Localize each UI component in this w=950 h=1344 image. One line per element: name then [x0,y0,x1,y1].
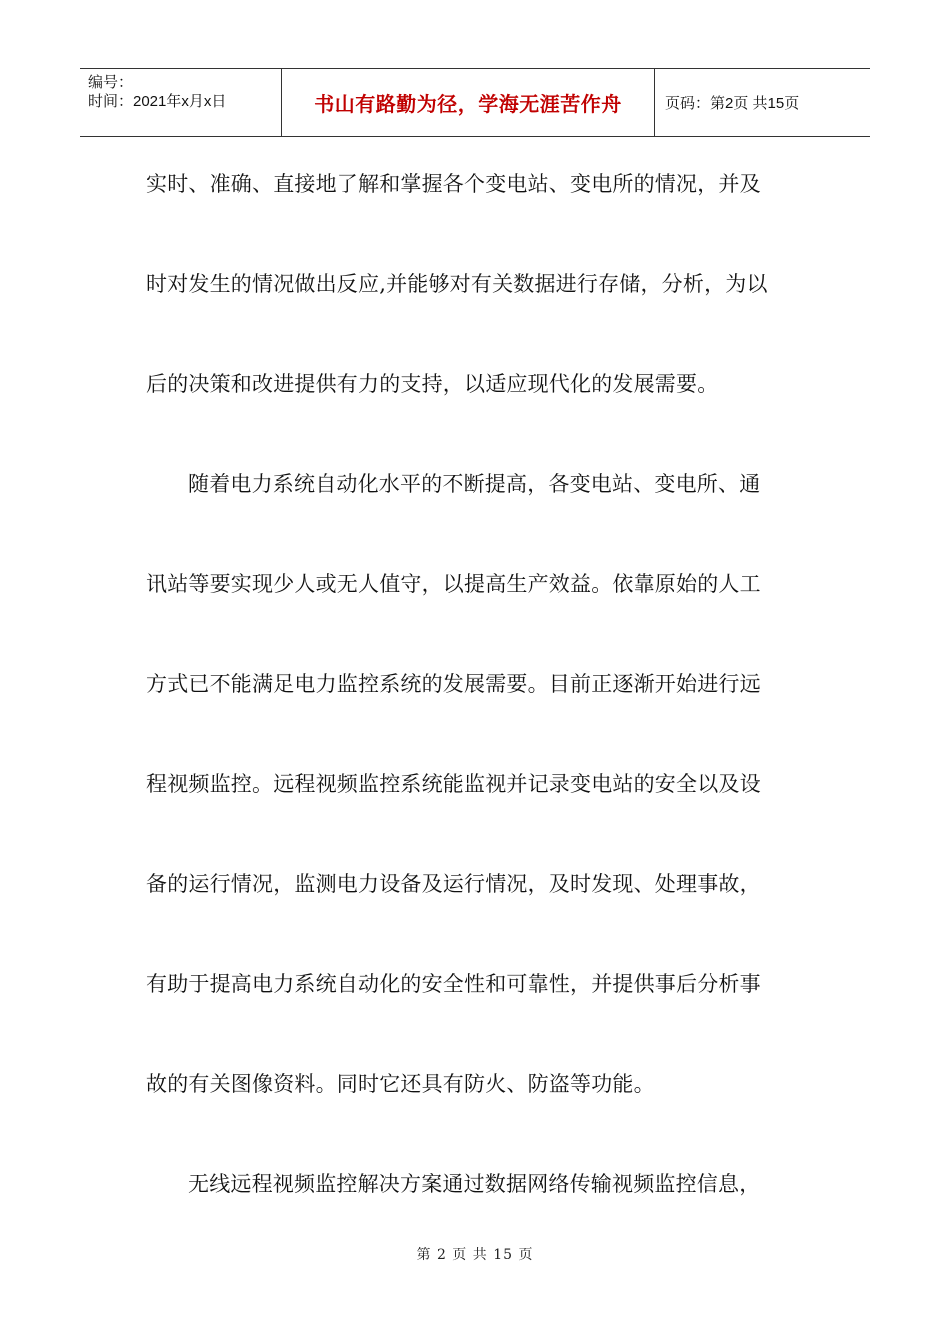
footer-page-number: 第 2 页 共 15 页 [416,1247,534,1263]
body-line: 随着电力系统自动化水平的不断提高，各变电站、变电所、通 [188,472,761,496]
body-line: 程视频监控。远程视频监控系统能监视并记录变电站的安全以及设 [146,772,761,796]
page-footer [0,1244,950,1264]
document-time-label: 时间：2021年x月x日 [88,93,227,110]
body-line: 后的决策和改进提供有力的支持，以适应现代化的发展需要。 [146,372,719,396]
document-body [146,160,806,1200]
body-line: 备的运行情况，监测电力设备及运行情况，及时发现、处理事故， [146,872,761,896]
body-line: 故的有关图像资料。同时它还具有防火、防盗等功能。 [146,1072,655,1096]
header-meta [80,69,281,136]
header-page-cell [655,69,870,136]
body-line: 方式已不能满足电力监控系统的发展需要。目前正逐渐开始进行远 [146,672,761,696]
header-page-info: 页码：第2页 共15页 [665,95,800,112]
header-motto: 书山有路勤为径，学海无涯苦作舟 [314,92,622,116]
body-line: 无线远程视频监控解决方案通过数据网络传输视频监控信息， [188,1172,761,1196]
body-line: 有助于提高电力系统自动化的安全性和可靠性，并提供事后分析事 [146,972,761,996]
header-motto-cell [281,69,655,136]
document-number-label: 编号： [88,74,134,91]
body-line: 讯站等要实现少人或无人值守，以提高生产效益。依靠原始的人工 [146,572,761,596]
page-header [80,68,870,137]
body-line: 时对发生的情况做出反应,并能够对有关数据进行存储，分析，为以 [146,272,768,296]
body-line: 实时、准确、直接地了解和掌握各个变电站、变电所的情况，并及 [146,172,761,196]
